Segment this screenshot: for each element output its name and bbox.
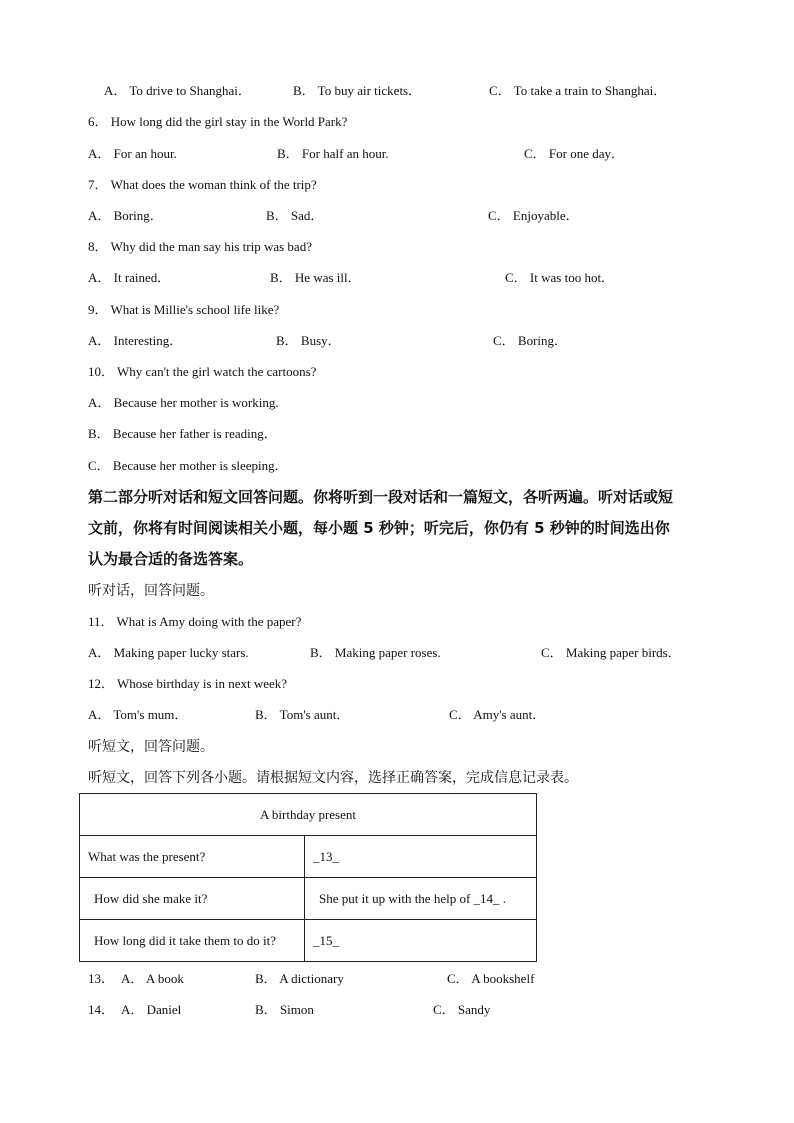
question-8: 8． Why did the man say his trip was bad? xyxy=(88,239,312,254)
q9-option-b: B． Busy． xyxy=(276,333,341,348)
q6-option-a: A． For an hour. xyxy=(88,146,177,161)
q14-option-a: A． Daniel xyxy=(121,1002,182,1017)
table-answer-cell: She put it up with the help of _14_ . xyxy=(305,878,537,920)
q8-option-b: B． He was ill． xyxy=(270,270,361,285)
q6-option-b: B． For half an hour. xyxy=(277,146,389,161)
q8-option-a: A． It rained． xyxy=(88,270,171,285)
passage-instruction: 听短文，回答下列各小题。请根据短文内容，选择正确答案，完成信息记录表。 xyxy=(88,770,578,786)
table-question-cell: How long did it take them to do it? xyxy=(80,920,305,962)
part2-instruction-line-1: 第二部分听对话和短文回答问题。你将听到一段对话和一篇短文，各听两遍。听对话或短 xyxy=(88,488,674,506)
q12-option-b: B． Tom's aunt． xyxy=(255,707,350,722)
table-question-cell: How did she make it? xyxy=(80,878,305,920)
table-row xyxy=(80,878,537,920)
q5-option-c: C． To take a train to Shanghai． xyxy=(489,83,667,98)
q6-option-c: C． For one day． xyxy=(524,146,625,161)
table-row xyxy=(80,836,537,878)
q10-option-c: C． Because her mother is sleeping． xyxy=(88,458,288,473)
q13-option-b: B． A dictionary xyxy=(255,971,344,986)
q14-number: 14． xyxy=(88,1002,115,1017)
q11-option-b: B． Making paper roses. xyxy=(310,645,441,660)
table-answer-cell: _15_ xyxy=(305,920,537,962)
question-12: 12． Whose birthday is in next week? xyxy=(88,676,288,691)
q12-option-c: C． Amy's aunt． xyxy=(449,707,546,722)
question-11: 11． What is Amy doing with the paper? xyxy=(88,614,302,629)
q10-option-a: A． Because her mother is working. xyxy=(88,395,279,410)
table-header-row xyxy=(80,794,537,836)
q9-option-c: C． Boring． xyxy=(493,333,568,348)
q5-option-a: A． To drive to Shanghai． xyxy=(104,83,251,98)
q11-option-a: A． Making paper lucky stars. xyxy=(88,645,249,660)
q12-option-a: A． Tom's mum． xyxy=(88,707,188,722)
table-question-cell: What was the present? xyxy=(80,836,305,878)
table-answer-cell: _13_ xyxy=(305,836,537,878)
info-record-table xyxy=(79,793,537,962)
q7-option-c: C． Enjoyable． xyxy=(488,208,579,223)
q13-option-a: A． A book xyxy=(121,971,184,986)
q14-option-b: B． Simon xyxy=(255,1002,314,1017)
q13-number: 13． xyxy=(88,971,115,986)
dialogue-heading: 听对话，回答问题。 xyxy=(88,583,214,599)
passage-heading: 听短文，回答问题。 xyxy=(88,739,214,755)
table-row xyxy=(80,920,537,962)
q10-option-b: B． Because her father is reading． xyxy=(88,426,277,441)
question-10: 10． Why can't the girl watch the cartoons? xyxy=(88,364,317,379)
part2-instruction-line-2: 文前，你将有时间阅读相关小题，每小题 5 秒钟；听完后，你仍有 5 秒钟的时间选出你 xyxy=(88,519,670,537)
question-9: 9． What is Millie's school life like? xyxy=(88,302,280,317)
q7-option-b: B． Sad． xyxy=(266,208,324,223)
q13-option-c: C． A bookshelf xyxy=(447,971,535,986)
q7-option-a: A． Boring． xyxy=(88,208,163,223)
q14-option-c: C． Sandy xyxy=(433,1002,491,1017)
question-7: 7． What does the woman think of the trip? xyxy=(88,177,317,192)
q8-option-c: C． It was too hot． xyxy=(505,270,615,285)
q11-option-c: C． Making paper birds． xyxy=(541,645,681,660)
part2-instruction-line-3: 认为最合适的备选答案。 xyxy=(88,550,254,568)
q5-option-b: B． To buy air tickets． xyxy=(293,83,422,98)
table-title: A birthday present xyxy=(80,794,537,836)
question-6: 6． How long did the girl stay in the World Park? xyxy=(88,114,348,129)
q9-option-a: A． Interesting． xyxy=(88,333,183,348)
